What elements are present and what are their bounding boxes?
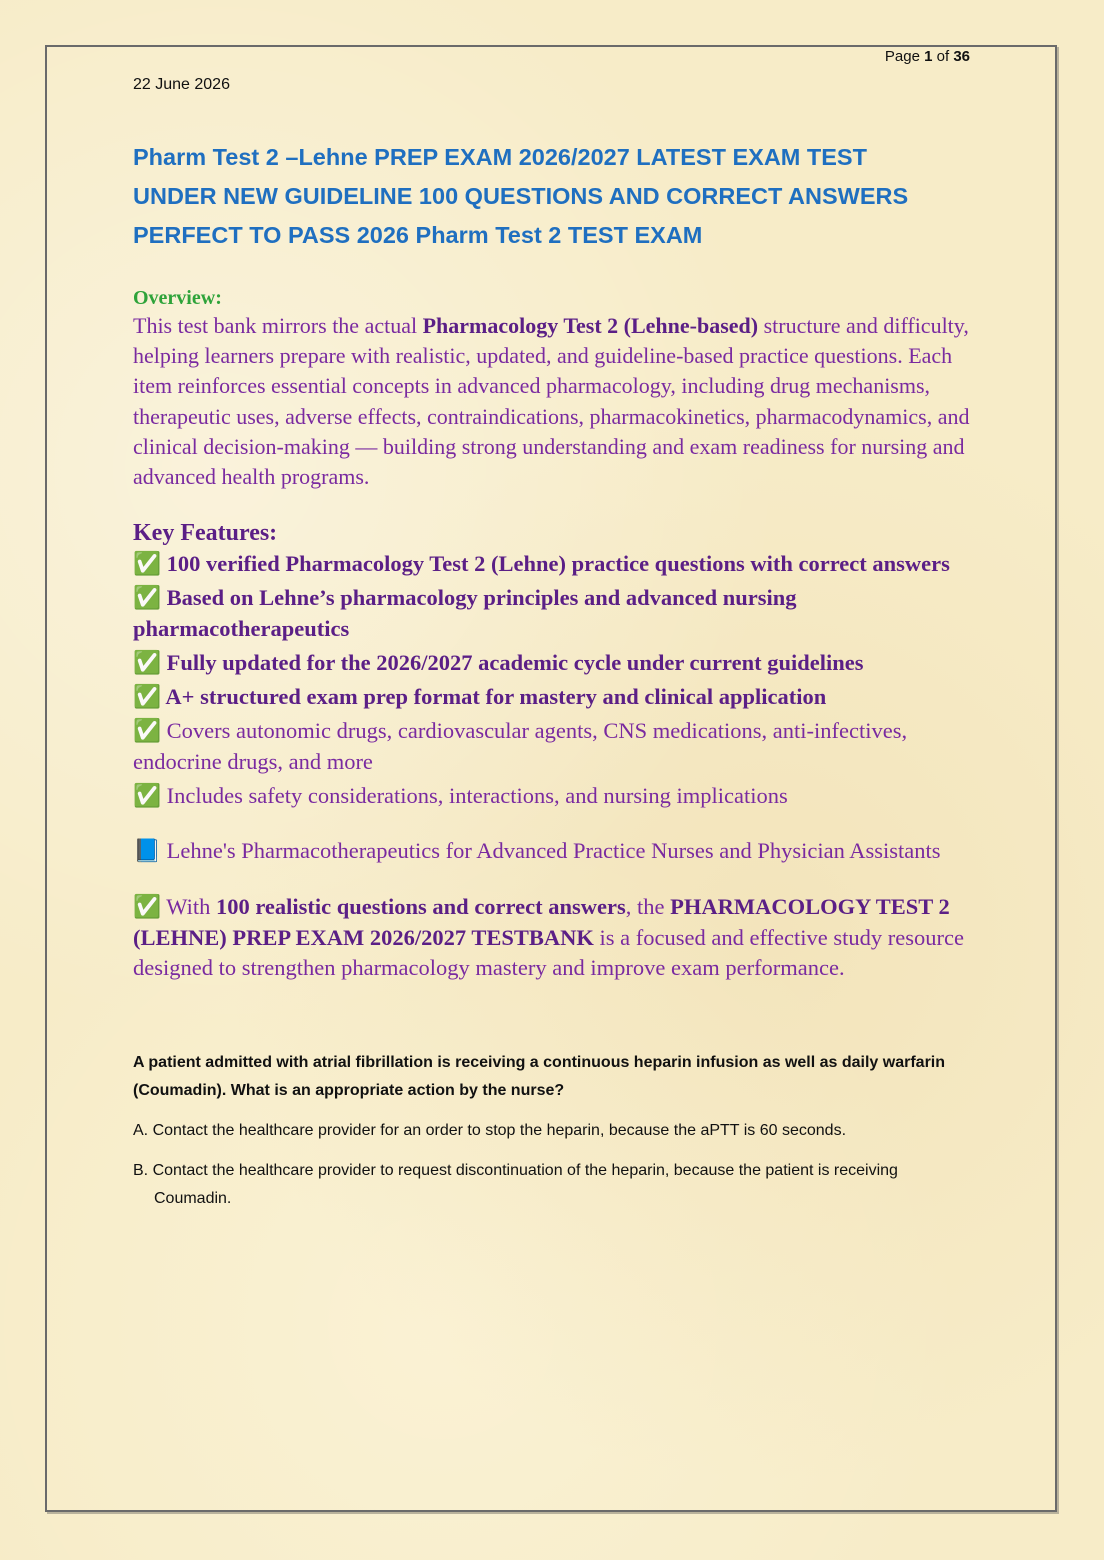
check-icon: ✅ [133,551,162,577]
feature-item: ✅ A+ structured exam prep format for mastery and clinical application [133,684,827,710]
feature-item: ✅ 100 verified Pharmacology Test 2 (Lehne) practice questions with correct answers [133,551,950,577]
page-content [133,138,973,1213]
answer-option: B. Contact the healthcare provider to request discontinuation of the heparin, because the patient is receiving Coumadin. [133,1161,898,1207]
book-icon: 📘 [133,838,162,864]
check-icon: ✅ [133,718,162,744]
question-text: A patient admitted with atrial fibrillation is receiving a continuous heparin infusion as well as daily warfarin (Coumadin). What is an appropriate action by the nurse? [133,1053,946,1099]
closing-paragraph: ✅ With 100 realistic questions and correct answers, the PHARMACOLOGY TEST 2 (LEHNE) PREP EXAM 2026/2027 TESTBANK is a focused and effective study resource designed to strengthen pharmacology mastery and improve exam performance. [133,894,964,981]
reference-book: 📘 Lehne's Pharmacotherapeutics for Advanced Practice Nurses and Physician Assistants [133,838,941,864]
title-line: PERFECT TO PASS 2026 Pharm Test 2 TEST EXAM [133,222,703,248]
document-title [133,138,973,255]
overview-heading: Overview: [133,287,222,309]
feature-item: ✅ Based on Lehne’s pharmacology principles and advanced nursing pharmacotherapeutics [133,585,797,642]
check-icon: ✅ [133,650,162,676]
feature-item: ✅ Covers autonomic drugs, cardiovascular agents, CNS medications, anti-infectives, endocrine drugs, and more [133,718,908,775]
feature-item: ✅ Fully updated for the 2026/2027 academic cycle under current guidelines [133,650,864,676]
title-line: UNDER NEW GUIDELINE 100 QUESTIONS AND CORRECT ANSWERS [133,183,909,209]
check-icon: ✅ [133,783,162,809]
answer-option: A. Contact the healthcare provider for an order to stop the heparin, because the aPTT is 60 seconds. [133,1121,847,1139]
document-date: 22 June 2026 [133,76,230,93]
key-features-list [133,548,973,811]
title-line: Pharm Test 2 –Lehne PREP EXAM 2026/2027 LATEST EXAM TEST [133,144,867,170]
overview-paragraph: This test bank mirrors the actual Pharmacology Test 2 (Lehne-based) structure and difficulty, helping learners prepare with realistic, updated, and guideline-based practice questions. Each item reinforces essential concepts in advanced pharmacology, including drug mechanisms, therapeutic uses, adverse effects, contraindications, pharmacokinetics, pharmacodynamics, and clinical decision-making — building strong understanding and exam readiness for nursing and advanced health programs. [133,313,970,490]
check-icon: ✅ [133,894,162,920]
check-icon: ✅ [133,684,162,710]
page-number: Page 1 of 36 [884,48,970,65]
check-icon: ✅ [133,585,162,611]
feature-item: ✅ Includes safety considerations, interactions, and nursing implications [133,783,788,809]
key-features-heading: Key Features: [133,520,278,547]
